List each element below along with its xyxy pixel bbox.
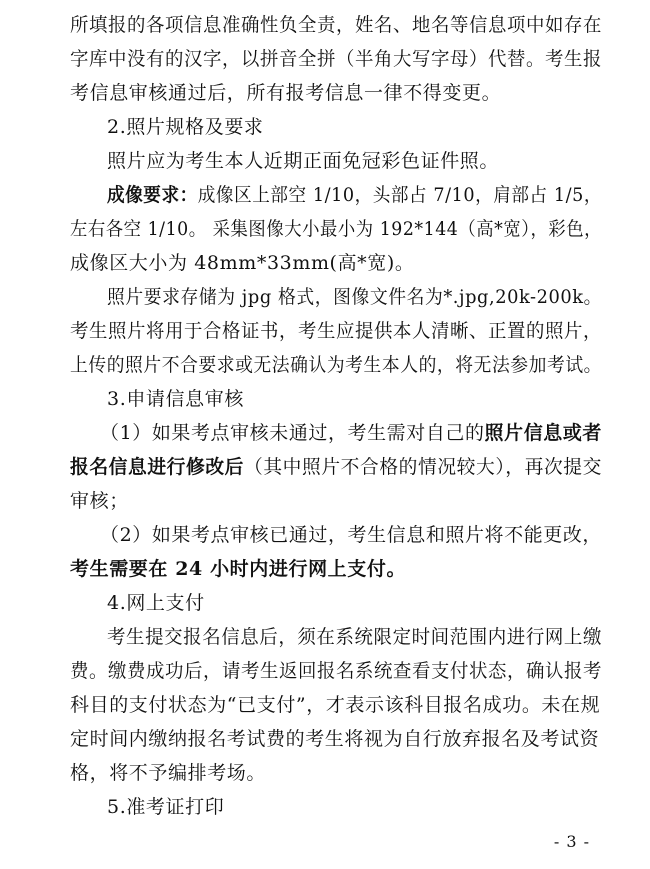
page-number: - 3 - — [553, 832, 590, 851]
text-run: 字库中没有的汉字，以拼音全拼（半角大写字母）代替。考生报 — [70, 48, 603, 70]
body-text-line — [107, 148, 499, 174]
section-heading-review — [107, 386, 244, 412]
body-text-line — [100, 420, 602, 446]
body-text-line — [70, 726, 599, 752]
body-text-line — [70, 250, 415, 276]
body-text-line — [107, 624, 602, 650]
text-run: 考生提交报名信息后，须在系统限定时间范围内进行网上缴 — [107, 626, 602, 648]
text-run: 照片应为考生本人近期正面免冠彩色证件照。 — [107, 150, 500, 172]
text-run: 科目的支付状态为“已支付”，才表示该科目报名成功。未在规 — [70, 694, 601, 716]
body-text-line — [70, 12, 602, 38]
text-run: 定时间内缴纳报名考试费的考生将视为自行放弃报名及考试资 — [70, 728, 600, 750]
text-run: （1）如果考点审核未通过，考生需对自己的 — [100, 422, 485, 444]
text-run: （其中照片不合格的情况较大），再次提交 — [244, 456, 602, 478]
section-heading-payment — [107, 590, 205, 616]
body-text-line — [70, 318, 602, 344]
body-text-line — [70, 556, 406, 582]
text-run: 成像区上部空 1/10，头部占 7/10，肩部占 1/5， — [197, 184, 603, 206]
text-run: 2.照片规格及要求 — [107, 116, 264, 138]
text-run: 照片要求存储为 jpg 格式，图像文件名为*.jpg,20k-200k。 — [107, 286, 603, 308]
text-run: 费。缴费成功后，请考生返回报名系统查看支付状态，确认报考 — [70, 660, 603, 682]
text-run: 考生照片将用于合格证书，考生应提供本人清晰、正置的照片， — [70, 320, 603, 342]
body-text-line — [107, 182, 602, 208]
text-run: 左右各空 1/10。 采集图像大小最小为 192*144（高*宽），彩色， — [70, 218, 603, 240]
body-text-line — [107, 284, 602, 310]
text-run: 考信息审核通过后，所有报考信息一律不得变更。 — [70, 82, 502, 104]
bold-text-run: 照片信息或者 — [484, 422, 602, 444]
text-run: 所填报的各项信息准确性负全责，姓名、地名等信息项中如存在 — [70, 14, 603, 36]
body-text-line — [70, 454, 602, 480]
text-run: （2）如果考点审核已通过，考生信息和照片将不能更改， — [100, 524, 602, 546]
text-run: 4.网上支付 — [107, 592, 205, 614]
text-run: 成像区大小为 48mm*33mm(高*宽)。 — [70, 252, 415, 274]
text-run: 审核； — [70, 490, 129, 512]
body-text-line — [100, 522, 602, 548]
body-text-line — [70, 488, 129, 514]
bold-text-run: 报名信息进行修改后 — [70, 456, 245, 478]
bold-text-run: 成像要求： — [107, 184, 198, 206]
text-run: 上传的照片不合要求或无法确认为考生本人的，将无法参加考试。 — [70, 354, 603, 376]
body-text-line — [70, 352, 602, 378]
text-run: 格，将不予编排考场。 — [70, 762, 267, 784]
text-run: 3.申请信息审核 — [107, 388, 244, 410]
section-heading-photo — [107, 114, 264, 140]
body-text-line — [70, 692, 600, 718]
section-heading-admission-ticket — [107, 794, 224, 820]
body-text-line — [70, 760, 266, 786]
body-text-line — [70, 46, 602, 72]
body-text-line — [70, 658, 602, 684]
bold-text-run: 考生需要在 24 小时内进行网上支付。 — [70, 558, 407, 580]
text-run: 5.准考证打印 — [107, 796, 225, 818]
body-text-line — [70, 80, 501, 106]
body-text-line — [70, 216, 602, 242]
